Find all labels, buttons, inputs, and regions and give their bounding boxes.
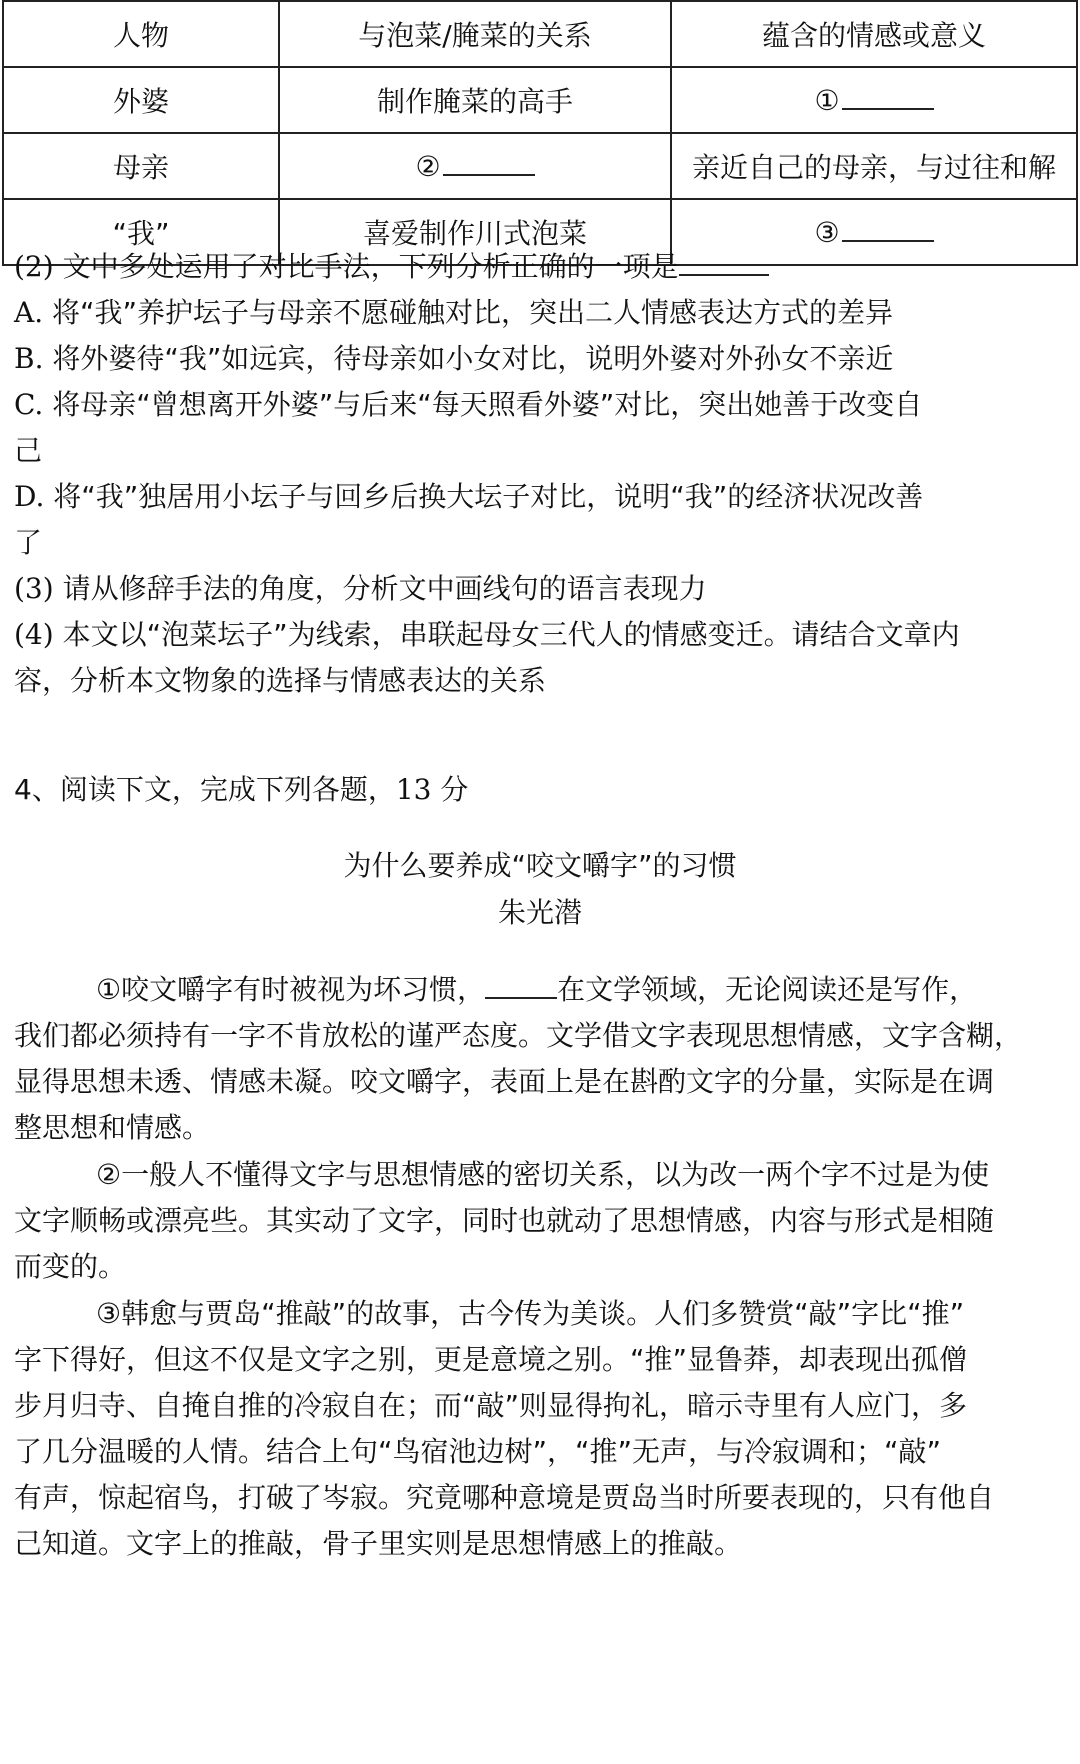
option-c-continued: 己 — [14, 434, 43, 467]
paragraph-3-line: 己知道。文字上的推敲，骨子里实则是思想情感上的推敲。 — [14, 1527, 743, 1560]
section-number: 4、 — [14, 773, 60, 806]
table-cell-relation: 喜爱制作川式泡菜 — [279, 199, 671, 265]
question-text: 文中多处运用了对比手法，下列分析正确的一项是 — [62, 250, 679, 283]
paragraph-3-line: 字下得好，但这不仅是文字之别，更是意境之别。“推”显鲁莽，却表现出孤僧 — [14, 1343, 968, 1376]
question-number: (3) — [14, 572, 54, 605]
table-header-cell: 人物 — [3, 1, 279, 67]
option-label: B. — [14, 342, 44, 375]
blank-marker: ③ — [814, 215, 840, 249]
option-d-continued: 了 — [14, 526, 43, 559]
paragraph-3-line: 有声，惊起宿鸟，打破了岑寂。究竟哪种意境是贾岛当时所要表现的，只有他自 — [14, 1481, 995, 1514]
section-score: 13 — [395, 773, 432, 806]
table-header-cell: 与泡菜/腌菜的关系 — [279, 1, 671, 67]
question-number: (2) — [14, 250, 54, 283]
paragraph-1-line: 显得思想未透、情感未凝。咬文嚼字，表面上是在斟酌文字的分量，实际是在调 — [14, 1065, 995, 1098]
blank-marker: ② — [415, 149, 441, 183]
table-cell-person: 外婆 — [3, 67, 279, 133]
paragraph-3-line: 步月归寺、自掩自推的冷寂自在；而“敲”则显得拘礼，暗示寺里有人应门，多 — [14, 1389, 968, 1422]
table-cell-person: “我” — [3, 199, 279, 265]
table-cell-person: 母亲 — [3, 133, 279, 199]
option-d[interactable] — [14, 477, 1070, 517]
option-label: A. — [14, 296, 44, 329]
option-b[interactable] — [14, 339, 1070, 379]
question-text: 本文以“泡菜坛子”为线索，串联起母女三代人的情感变迁。请结合文章内 — [62, 618, 960, 651]
table-cell-relation: 制作腌菜的高手 — [279, 67, 671, 133]
section-heading — [14, 770, 1070, 810]
option-text: 将“我”独居用小坛子与回乡后换大坛子对比，说明“我”的经济状况改善 — [53, 480, 924, 513]
table-cell-meaning — [671, 67, 1077, 133]
question-text: 请从修辞手法的角度，分析文中画线句的语言表现力 — [62, 572, 707, 605]
paragraph-2-line: 文字顺畅或漂亮些。其实动了文字，同时也就动了思想情感，内容与形式是相随 — [14, 1204, 995, 1237]
paragraph-1-line: 整思想和情感。 — [14, 1111, 211, 1144]
table-row — [3, 67, 1077, 133]
table-row — [3, 133, 1077, 199]
question-number: (4) — [14, 618, 54, 651]
table-cell-meaning: 亲近自己的母亲，与过往和解 — [671, 133, 1077, 199]
table-header-cell: 蕴含的情感或意义 — [671, 1, 1077, 67]
section-score-unit: 分 — [440, 773, 469, 806]
option-label: C. — [14, 388, 44, 421]
question-4-continued: 容，分析本文物象的选择与情感表达的关系 — [14, 664, 547, 697]
option-c[interactable] — [14, 385, 1070, 425]
option-label: D. — [14, 480, 45, 513]
article-title: 为什么要养成“咬文嚼字”的习惯 — [343, 849, 737, 882]
option-text: 将“我”养护坛子与母亲不愿碰触对比，突出二人情感表达方式的差异 — [52, 296, 894, 329]
question-2-stem — [14, 247, 1070, 287]
table-cell-relation — [279, 133, 671, 199]
answer-blank[interactable] — [485, 973, 557, 999]
question-3 — [14, 569, 1070, 609]
option-text: 将母亲“曾想离开外婆”与后来“每天照看外婆”对比，突出她善于改变自 — [52, 388, 923, 421]
answer-blank[interactable] — [443, 150, 535, 176]
article-author: 朱光潜 — [497, 896, 582, 929]
paragraph-2-line: 而变的。 — [14, 1250, 127, 1283]
blank-marker: ① — [814, 83, 840, 117]
answer-blank[interactable] — [842, 216, 934, 242]
paragraph-3-line: 了几分温暖的人情。结合上句“鸟宿池边树”，“推”无声，与冷寂调和；“敲” — [14, 1435, 942, 1468]
answer-blank[interactable] — [842, 84, 934, 110]
paragraph-1-line: 我们都必须持有一字不肯放松的谨严态度。文学借文字表现思想情感，文字含糊， — [14, 1019, 1023, 1052]
paragraph-3-line: ③韩愈与贾岛“推敲”的故事，古今传为美谈。人们多赞赏“敲”字比“推” — [96, 1297, 965, 1330]
section-text: 阅读下文，完成下列各题， — [59, 773, 396, 806]
option-a[interactable] — [14, 293, 1070, 333]
answer-blank[interactable] — [679, 248, 769, 276]
paragraph-2-line: ②一般人不懂得文字与思想情感的密切关系，以为改一两个字不过是为使 — [96, 1158, 990, 1191]
table-header-row — [3, 1, 1077, 67]
paragraph-1-line: ①咬文嚼字有时被视为坏习惯， 在文学领域，无论阅读还是写作， — [96, 973, 978, 1006]
option-text: 将外婆待“我”如远宾，待母亲如小女对比，说明外婆对外孙女不亲近 — [52, 342, 894, 375]
relationship-table — [2, 0, 1078, 266]
question-4 — [14, 615, 1070, 655]
